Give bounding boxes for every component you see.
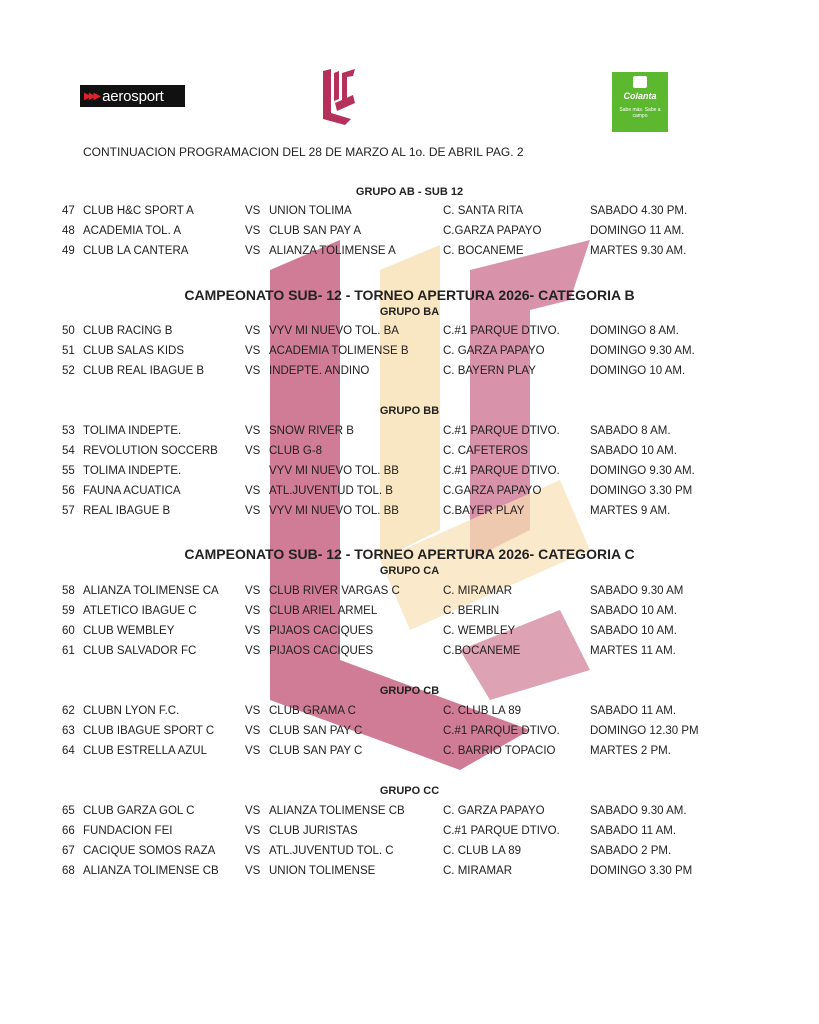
home-team: CLUB GARZA GOL C xyxy=(83,805,195,817)
venue: C. GARZA PAPAYO xyxy=(443,805,545,817)
away-team: ACADEMIA TOLIMENSE B xyxy=(269,345,409,357)
away-team: VYV MI NUEVO TOL. BB xyxy=(269,465,399,477)
versus-label: VS xyxy=(245,585,261,597)
match-number: 55 xyxy=(62,465,75,477)
match-time: MARTES 9.30 AM. xyxy=(590,245,687,257)
away-team: VYV MI NUEVO TOL. BB xyxy=(269,505,399,517)
venue: C. MIRAMAR xyxy=(443,585,512,597)
match-number: 59 xyxy=(62,605,75,617)
match-row xyxy=(0,605,819,621)
home-team: CLUB ESTRELLA AZUL xyxy=(83,745,207,757)
match-row xyxy=(0,505,819,521)
match-number: 60 xyxy=(62,625,75,637)
match-row xyxy=(0,245,819,261)
match-number: 54 xyxy=(62,445,75,457)
home-team: CLUB RACING B xyxy=(83,325,173,337)
lft-logo xyxy=(321,69,357,127)
match-row xyxy=(0,365,819,381)
match-time: SABADO 9.30 AM. xyxy=(590,805,687,817)
fast-forward-icon: ▶▶▶ xyxy=(84,90,99,102)
versus-label: VS xyxy=(245,345,261,357)
home-team: TOLIMA INDEPTE. xyxy=(83,425,182,437)
venue: C.#1 PARQUE DTIVO. xyxy=(443,425,560,437)
match-time: DOMINGO 3.30 PM xyxy=(590,865,693,877)
match-time: MARTES 9 AM. xyxy=(590,505,671,517)
championship-title: CAMPEONATO SUB- 12 - TORNEO APERTURA 2026- CATEGORIA B xyxy=(184,287,635,303)
group-title: GRUPO CC xyxy=(379,785,440,797)
match-time: DOMINGO 8 AM. xyxy=(590,325,679,337)
match-number: 68 xyxy=(62,865,75,877)
venue: C.BAYER PLAY xyxy=(443,505,525,517)
away-team: CLUB SAN PAY C xyxy=(269,745,363,757)
match-time: SABADO 11 AM. xyxy=(590,705,677,717)
away-team: PIJAOS CACIQUES xyxy=(269,645,374,657)
match-time: SABADO 8 AM. xyxy=(590,425,671,437)
home-team: FUNDACION FEI xyxy=(83,825,173,837)
match-time: MARTES 2 PM. xyxy=(590,745,671,757)
match-row xyxy=(0,585,819,601)
venue: C. GARZA PAPAYO xyxy=(443,345,545,357)
colanta-slogan: Sabe más. Sabe a campo xyxy=(619,107,661,119)
home-team: CLUB LA CANTERA xyxy=(83,245,189,257)
match-row xyxy=(0,485,819,501)
match-row xyxy=(0,225,819,241)
match-number: 61 xyxy=(62,645,75,657)
away-team: UNION TOLIMA xyxy=(269,205,352,217)
home-team: ACADEMIA TOL. A xyxy=(83,225,182,237)
colanta-logo xyxy=(612,72,668,132)
venue: C.#1 PARQUE DTIVO. xyxy=(443,825,560,837)
match-number: 62 xyxy=(62,705,75,717)
match-time: MARTES 11 AM. xyxy=(590,645,676,657)
venue: C. CLUB LA 89 xyxy=(443,845,521,857)
away-team: UNION TOLIMENSE xyxy=(269,865,376,877)
match-time: SABADO 9.30 AM xyxy=(590,585,684,597)
match-row xyxy=(0,465,819,481)
versus-label: VS xyxy=(245,505,261,517)
aerosport-logo-text: aerosport xyxy=(102,87,164,105)
match-row xyxy=(0,805,819,821)
venue: C.GARZA PAPAYO xyxy=(443,225,542,237)
away-team: CLUB SAN PAY C xyxy=(269,725,363,737)
versus-label: VS xyxy=(245,485,261,497)
match-time: SABADO 10 AM. xyxy=(590,445,677,457)
match-time: DOMINGO 10 AM. xyxy=(590,365,686,377)
match-time: DOMINGO 11 AM. xyxy=(590,225,685,237)
match-number: 52 xyxy=(62,365,75,377)
home-team: CLUB SALVADOR FC xyxy=(83,645,197,657)
match-row xyxy=(0,865,819,881)
match-time: DOMINGO 9.30 AM. xyxy=(590,345,695,357)
home-team: CLUB WEMBLEY xyxy=(83,625,175,637)
home-team: FAUNA ACUATICA xyxy=(83,485,181,497)
away-team: CLUB G-8 xyxy=(269,445,323,457)
versus-label: VS xyxy=(245,425,261,437)
home-team: CLUBN LYON F.C. xyxy=(83,705,180,717)
venue: C. BOCANEME xyxy=(443,245,524,257)
venue: C.GARZA PAPAYO xyxy=(443,485,542,497)
home-team: REVOLUTION SOCCERB xyxy=(83,445,218,457)
versus-label: VS xyxy=(245,365,261,377)
home-team: ALIANZA TOLIMENSE CB xyxy=(83,865,219,877)
match-time: SABADO 10 AM. xyxy=(590,605,677,617)
home-team: CLUB H&C SPORT A xyxy=(83,205,194,217)
venue: C. BARRIO TOPACIO xyxy=(443,745,556,757)
cow-icon xyxy=(633,76,647,88)
versus-label: VS xyxy=(245,805,261,817)
match-time: SABADO 11 AM. xyxy=(590,825,677,837)
match-row xyxy=(0,705,819,721)
away-team: VYV MI NUEVO TOL. BA xyxy=(269,325,399,337)
match-number: 63 xyxy=(62,725,75,737)
championship-title: CAMPEONATO SUB- 12 - TORNEO APERTURA 2026- CATEGORIA C xyxy=(184,546,635,562)
venue: C. SANTA RITA xyxy=(443,205,524,217)
match-number: 67 xyxy=(62,845,75,857)
match-row xyxy=(0,625,819,641)
away-team: ALIANZA TOLIMENSE CB xyxy=(269,805,405,817)
versus-label: VS xyxy=(245,865,261,877)
versus-label: VS xyxy=(245,225,261,237)
match-number: 47 xyxy=(62,205,75,217)
versus-label: VS xyxy=(245,845,261,857)
versus-label: VS xyxy=(245,625,261,637)
venue: C. BERLIN xyxy=(443,605,500,617)
venue: C. CLUB LA 89 xyxy=(443,705,521,717)
away-team: CLUB SAN PAY A xyxy=(269,225,362,237)
group-title: GRUPO CB xyxy=(379,685,440,697)
versus-label: VS xyxy=(245,245,261,257)
match-row xyxy=(0,825,819,841)
match-row xyxy=(0,745,819,761)
home-team: ALIANZA TOLIMENSE CA xyxy=(83,585,219,597)
versus-label: VS xyxy=(245,445,261,457)
group-title: GRUPO BA xyxy=(379,306,440,318)
venue: C.BOCANEME xyxy=(443,645,521,657)
versus-label: VS xyxy=(245,825,261,837)
venue: C. WEMBLEY xyxy=(443,625,516,637)
page-header: CONTINUACION PROGRAMACION DEL 28 DE MARZO AL 1o. DE ABRIL PAG. 2 xyxy=(83,145,524,159)
away-team: PIJAOS CACIQUES xyxy=(269,625,374,637)
match-time: SABADO 2 PM. xyxy=(590,845,672,857)
home-team: ATLETICO IBAGUE C xyxy=(83,605,197,617)
match-row xyxy=(0,845,819,861)
match-number: 56 xyxy=(62,485,75,497)
match-row xyxy=(0,205,819,221)
venue: C. MIRAMAR xyxy=(443,865,512,877)
home-team: CLUB REAL IBAGUE B xyxy=(83,365,205,377)
match-number: 58 xyxy=(62,585,75,597)
versus-label: VS xyxy=(245,205,261,217)
match-number: 48 xyxy=(62,225,75,237)
venue: C.#1 PARQUE DTIVO. xyxy=(443,325,560,337)
match-number: 51 xyxy=(62,345,75,357)
venue: C.#1 PARQUE DTIVO. xyxy=(443,725,560,737)
home-team: CACIQUE SOMOS RAZA xyxy=(83,845,216,857)
away-team: CLUB ARIEL ARMEL xyxy=(269,605,378,617)
venue: C. BAYERN PLAY xyxy=(443,365,536,377)
away-team: CLUB RIVER VARGAS C xyxy=(269,585,400,597)
away-team: ALIANZA TOLIMENSE A xyxy=(269,245,396,257)
match-number: 53 xyxy=(62,425,75,437)
group-title: GRUPO AB - SUB 12 xyxy=(355,186,464,198)
venue: C. CAFETEROS xyxy=(443,445,528,457)
away-team: ATL.JUVENTUD TOL. C xyxy=(269,845,394,857)
match-row xyxy=(0,425,819,441)
versus-label: VS xyxy=(245,325,261,337)
away-team: CLUB GRAMA C xyxy=(269,705,356,717)
colanta-brand: Colanta xyxy=(623,91,657,101)
versus-label: VS xyxy=(245,705,261,717)
match-number: 65 xyxy=(62,805,75,817)
match-number: 50 xyxy=(62,325,75,337)
versus-label: VS xyxy=(245,645,261,657)
match-number: 49 xyxy=(62,245,75,257)
match-time: DOMINGO 9.30 AM. xyxy=(590,465,695,477)
home-team: CLUB IBAGUE SPORT C xyxy=(83,725,215,737)
away-team: SNOW RIVER B xyxy=(269,425,354,437)
match-row xyxy=(0,325,819,341)
home-team: REAL IBAGUE B xyxy=(83,505,171,517)
away-team: INDEPTE. ANDINO xyxy=(269,365,370,377)
aerosport-logo xyxy=(80,85,185,107)
match-time: DOMINGO 12.30 PM xyxy=(590,725,699,737)
versus-label: VS xyxy=(245,725,261,737)
away-team: CLUB JURISTAS xyxy=(269,825,358,837)
versus-label: VS xyxy=(245,745,261,757)
match-row xyxy=(0,725,819,741)
venue: C.#1 PARQUE DTIVO. xyxy=(443,465,560,477)
match-row xyxy=(0,645,819,661)
match-time: DOMINGO 3.30 PM xyxy=(590,485,693,497)
match-time: SABADO 4.30 PM. xyxy=(590,205,688,217)
match-time: SABADO 10 AM. xyxy=(590,625,677,637)
home-team: TOLIMA INDEPTE. xyxy=(83,465,182,477)
group-title: GRUPO CA xyxy=(379,565,440,577)
match-row xyxy=(0,445,819,461)
match-number: 64 xyxy=(62,745,75,757)
home-team: CLUB SALAS KIDS xyxy=(83,345,184,357)
group-title: GRUPO BB xyxy=(379,405,440,417)
away-team: ATL.JUVENTUD TOL. B xyxy=(269,485,393,497)
match-row xyxy=(0,345,819,361)
match-number: 66 xyxy=(62,825,75,837)
match-number: 57 xyxy=(62,505,75,517)
versus-label: VS xyxy=(245,605,261,617)
